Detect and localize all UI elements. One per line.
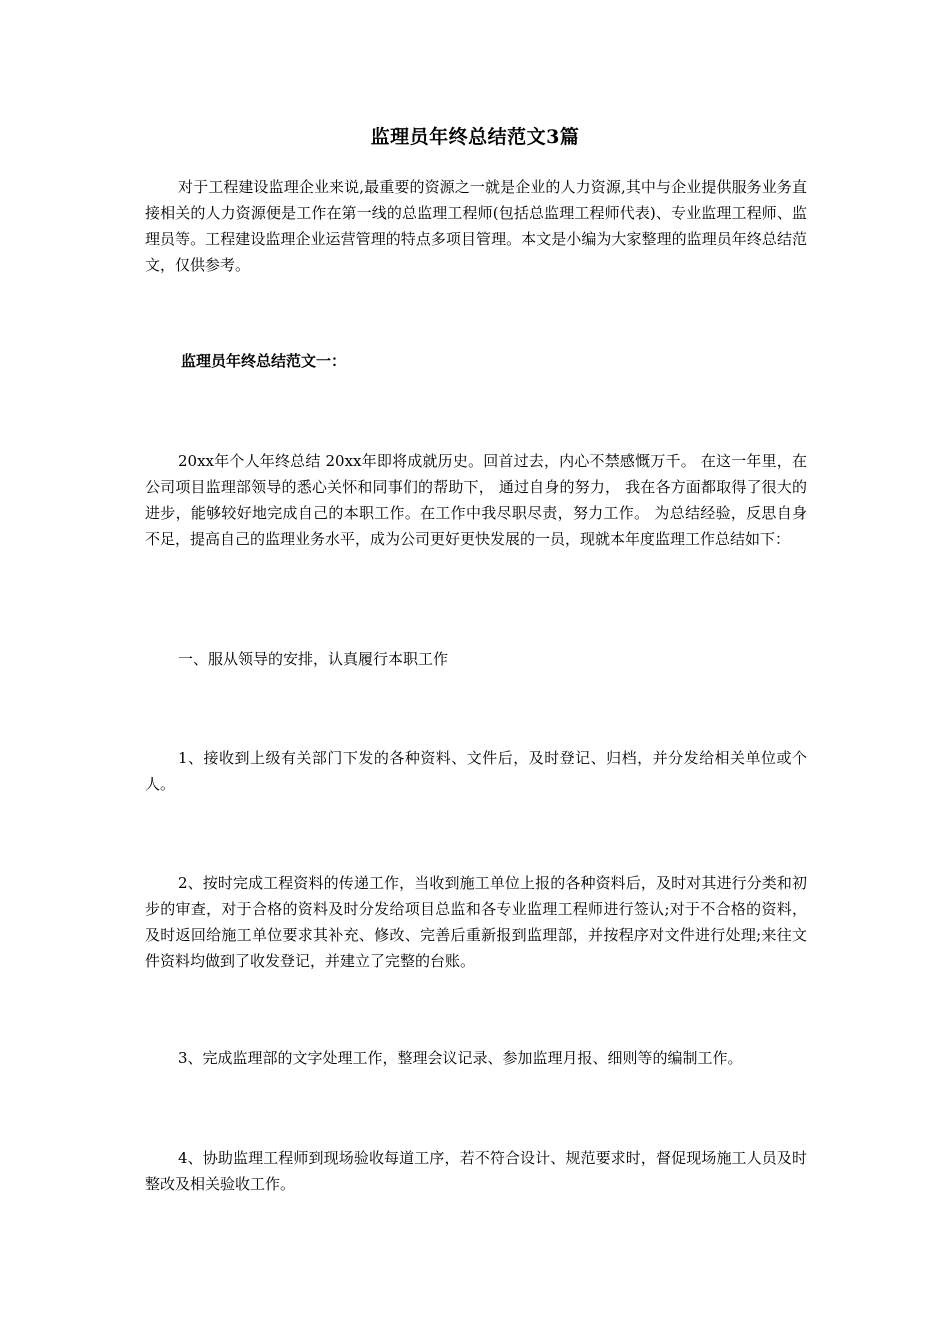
section-heading: 监理员年终总结范文一： xyxy=(181,352,347,370)
section-intro-paragraph: 20xx年个人年终总结 20xx年即将成就历史。回首过去，内心不禁感慨万千。 在这一年里，在公司项目监理部领导的悉心关怀和同事们的帮助下， 通过自身的努力， 我在各方面都取得了很大的进步，能够较好地完成自己的本职工作。在工作中我尽职尽责，努力工作。 为总结经验，反思自身不足，提高自己的监理业务水平，成为公司更好更快发展的一员，现就本年度监理工作总结如下： xyxy=(145,452,807,548)
list-item: 2、按时完成工程资料的传递工作，当收到施工单位上报的各种资料后，及时对其进行分类和初步的审查，对于合格的资料及时分发给项目总监和各专业监理工程师进行签认;对于不合格的资料，及时返回给施工单位要求其补充、修改、完善后重新报到监理部，并按程序对文件进行处理;来往文件资料均做到了收发登记，并建立了完整的台账。 xyxy=(145,874,807,970)
intro-paragraph: 对于工程建设监理企业来说,最重要的资源之一就是企业的人力资源,其中与企业提供服务业务直接相关的人力资源便是工作在第一线的总监理工程师(包括总监理工程师代表)、专业监理工程师、监理员等。工程建设监理企业运营管理的特点多项目管理。本文是小编为大家整理的监理员年终总结范文，仅供参考。 xyxy=(145,178,807,274)
document-title: 监理员年终总结范文3篇 xyxy=(370,126,580,148)
list-item: 3、完成监理部的文字处理工作，整理会议记录、参加监理月报、细则等的编制工作。 xyxy=(178,1049,743,1067)
list-item: 4、协助监理工程师到现场验收每道工序，若不符合设计、规范要求时，督促现场施工人员及时整改及相关验收工作。 xyxy=(145,1149,807,1193)
part-heading: 一、服从领导的安排，认真履行本职工作 xyxy=(178,650,449,668)
list-item: 1、接收到上级有关部门下发的各种资料、文件后，及时登记、归档，并分发给相关单位或个人。 xyxy=(145,749,807,793)
